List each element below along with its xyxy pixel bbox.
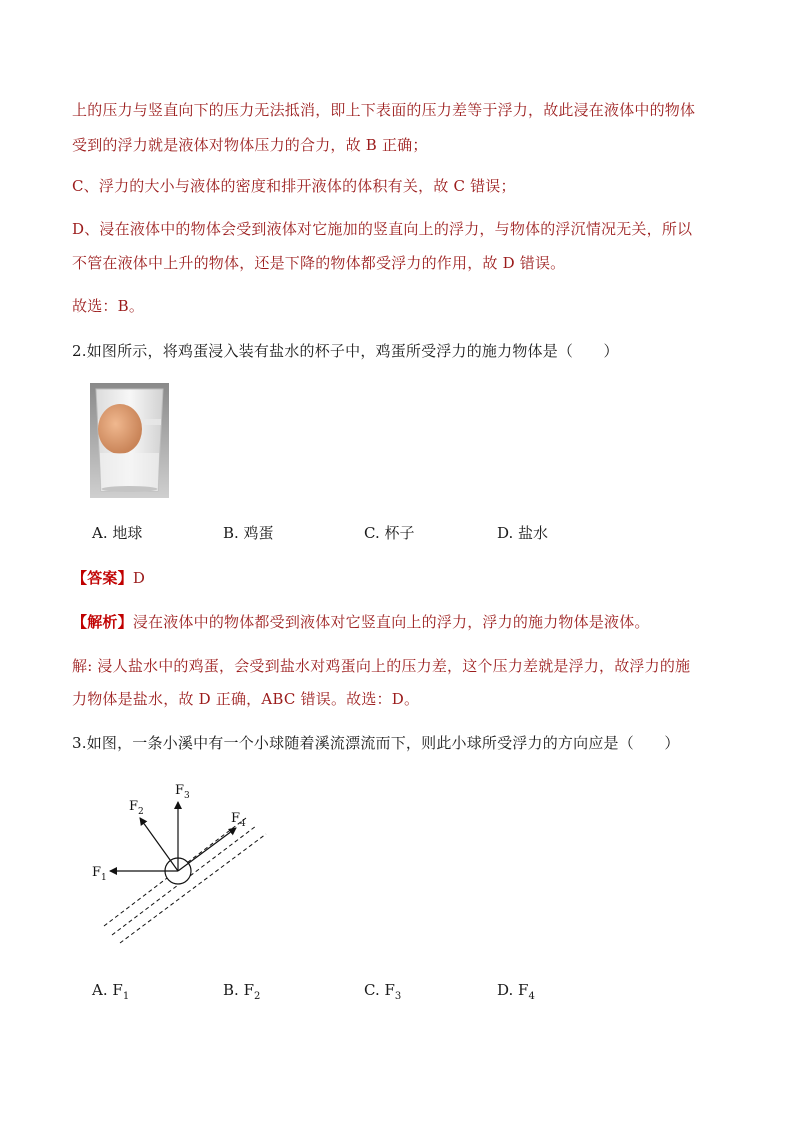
label-f4: $F_4$	[231, 811, 246, 829]
q2-solution-line-1: 解: 浸人盐水中的鸡蛋，会受到盐水对鸡蛋向上的压力差，这个压力差就是浮力，故浮力的施	[72, 657, 691, 675]
explanation-line-1: 上的压力与竖直向下的压力无法抵消，即上下表面的压力差等于浮力，故此浸在液体中的物体	[72, 101, 696, 119]
q2-stem: 2.如图所示，将鸡蛋浸入装有盐水的杯子中，鸡蛋所受浮力的施力物体是（ ）	[72, 342, 619, 360]
label-f2: $F_2$	[129, 799, 144, 817]
q3-option-b: B. $F_2$	[223, 981, 261, 1002]
q3-option-a: A. $F_1$	[92, 981, 130, 1002]
answer-value: D	[132, 569, 146, 587]
q3-option-d: D. $F_4$	[497, 981, 535, 1002]
explanation-line-5: 不管在液体中上升的物体，还是下降的物体都受浮力的作用，故 D 错误。	[72, 254, 566, 272]
explanation-line-2: 受到的浮力就是液体对物体压力的合力，故 B 正确；	[72, 136, 428, 154]
analysis-text: 浸在液体中的物体都受到液体对它竖直向上的浮力，浮力的施力物体是液体。	[132, 613, 650, 631]
q2-option-d: D. 盐水	[497, 524, 549, 542]
q2-solution-line-2: 力物体是盐水，故 D 正确，ABC 错误。故选：D。	[72, 690, 420, 708]
explanation-line-4: D、浸在液体中的物体会受到液体对它施加的竖直向上的浮力，与物体的浮沉情况无关，所以	[72, 220, 693, 238]
stream-line-3	[120, 834, 266, 943]
q3-option-c: C. $F_3$	[364, 981, 402, 1002]
analysis-tag: 【解析】	[72, 613, 133, 631]
label-f1: $F_1$	[92, 865, 107, 883]
q2-option-b: B. 鸡蛋	[223, 524, 274, 542]
q2-option-a: A. 地球	[92, 524, 143, 542]
egg-in-saltwater-photo	[90, 383, 169, 498]
q1-choice: 故选：B。	[72, 297, 145, 315]
q3-stem: 3.如图，一条小溪中有一个小球随着溪流漂流而下，则此小球所受浮力的方向应是（ ）	[72, 734, 680, 752]
q2-answer	[72, 568, 145, 588]
arrow-f2	[140, 818, 178, 871]
arrow-f4	[178, 828, 236, 871]
q2-analysis	[72, 612, 650, 632]
q2-option-c: C. 杯子	[364, 524, 415, 542]
stream-ball-force-diagram	[86, 780, 286, 950]
explanation-line-3: C、浮力的大小与液体的密度和排开液体的体积有关，故 C 错误；	[72, 177, 516, 195]
answer-tag: 【答案】	[72, 569, 133, 587]
label-f3: $F_3$	[175, 783, 190, 801]
